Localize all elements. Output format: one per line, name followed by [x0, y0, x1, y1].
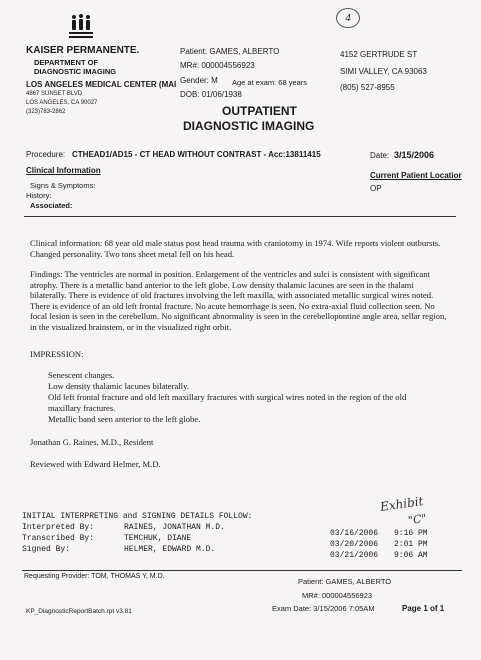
current-location-value: OP [370, 184, 382, 193]
heading-outpatient: OUTPATIENT [222, 104, 297, 118]
signing-label: Interpreted By: [22, 523, 95, 532]
signing-time: 9:16 PM [394, 529, 428, 538]
org-dept-line2: DIAGNOSTIC IMAGING [34, 67, 117, 76]
org-center: LOS ANGELES MEDICAL CENTER (MAI [26, 80, 177, 89]
signing-details-header: INITIAL INTERPRETING and SIGNING DETAILS FOLLOW: [22, 512, 253, 521]
footer-mrn: MR#: 000004556923 [302, 591, 373, 600]
kaiser-logo-icon [66, 14, 96, 42]
signing-date: 03/16/2006 [330, 529, 379, 538]
org-phone: (323)783-2862 [26, 109, 66, 115]
resident-signature: Jonathan G. Raines, M.D., Resident [30, 437, 154, 447]
org-name: KAISER PERMANENTE. [26, 45, 140, 56]
procedure-date: 3/15/2006 [394, 150, 435, 160]
signing-name: TEMCHUK, DIANE [124, 534, 192, 543]
signing-time: 9:06 AM [394, 551, 428, 560]
patient-dob: DOB: 01/06/1938 [180, 90, 242, 99]
requesting-provider: Requesting Provider: TOM, THOMAS Y, M.D. [24, 573, 165, 580]
history-label: History: [26, 191, 52, 200]
impression-item: Senescent changes. [48, 370, 115, 380]
associated-label: Associated: [30, 201, 73, 210]
procedure-date-label: Date: [370, 151, 390, 160]
patient-city: SIMI VALLEY, CA 93063 [340, 67, 427, 76]
footer-page-number: Page 1 of 1 [402, 604, 445, 613]
org-address-line2: LOS ANGELES, CA 90027 [26, 100, 98, 106]
footer-report-id: KP_DiagnosticReportBatch.rpt v3.81 [26, 608, 132, 615]
signing-date: 03/20/2006 [330, 540, 379, 549]
org-dept-line1: DEPARTMENT OF [34, 58, 99, 67]
clinical-info-title: Clinical Information [26, 166, 101, 175]
impression-item: Low density thalamic lacunes bilaterally. [48, 381, 189, 391]
patient-age: Age at exam: 68 years [232, 78, 308, 87]
patient-phone: (805) 527-8955 [340, 83, 395, 92]
signing-time: 2:01 PM [394, 540, 428, 549]
signing-label: Signed By: [22, 545, 71, 554]
current-location-title: Current Patient Locatior [370, 171, 462, 180]
impression-title: IMPRESSION: [30, 349, 84, 359]
footer-exam-date: Exam Date: 3/15/2006 7:05AM [272, 604, 375, 613]
signing-date: 03/21/2006 [330, 551, 379, 560]
procedure-value: CTHEAD1/AD15 - CT HEAD WITHOUT CONTRAST - Acc:13811415 [72, 150, 321, 159]
impression-item: Old left frontal fracture and old left maxillary fractures with surgical wires noted in the region of the old maxillary fractures. [48, 392, 407, 413]
footer-patient: Patient: GAMES, ALBERTO [298, 577, 392, 586]
procedure-label: Procedure: [26, 150, 66, 159]
signs-symptoms-label: Signs & Symptoms: [30, 181, 96, 190]
exhibit-letter-handwriting: "C" [407, 511, 428, 528]
page-number-stamp: 4 [336, 8, 360, 28]
patient-mrn: MR#: 000004556923 [180, 61, 255, 70]
clinical-information-paragraph: Clinical information: 68 year old male status post head trauma with craniotomy in 1974. Wife reports violent outbursts. Changed personality. Two tons sheet metal fell on his head. [30, 238, 441, 259]
findings-paragraph: Findings: The ventricles are normal in position. Enlargement of the ventricles and sulci is consistent with significant atrophy. There is a metallic band anterior to the left globe. Low density thalamic lacunes are seen in the thalami bilaterally. There is evidence of old fractures involving the left maxilla, with associated metallic surgical wires noted. There is evidence of an old left frontal fracture. No acute hemorrhage is seen. No extra-axial fluid collection seen. No focal lesion is seen in the cerebellum. No significant abnormality is seen in the cerebellopontine angle area, sellar region, in the visualized brainstem, or in the visualized right orbit. [30, 269, 447, 332]
footer-divider [22, 570, 462, 571]
patient-gender: Gender: M [180, 76, 218, 85]
impression-item: Metallic band seen anterior to the left globe. [48, 414, 201, 424]
patient-street: 4152 GERTRUDE ST [340, 50, 418, 59]
reviewed-with: Reviewed with Edward Helmer, M.D. [30, 459, 161, 469]
exhibit-handwriting: Exhibit [379, 494, 425, 514]
heading-diagnostic-imaging: DIAGNOSTIC IMAGING [183, 119, 315, 133]
signing-label: Transcribed By: [22, 534, 95, 543]
signing-name: RAINES, JONATHAN M.D. [124, 523, 225, 532]
patient-name: Patient: GAMES, ALBERTO [180, 47, 280, 56]
signing-name: HELMER, EDWARD M.D. [124, 545, 216, 554]
org-address-line1: 4867 SUNSET BLVD [26, 91, 83, 97]
section-divider [24, 216, 456, 217]
